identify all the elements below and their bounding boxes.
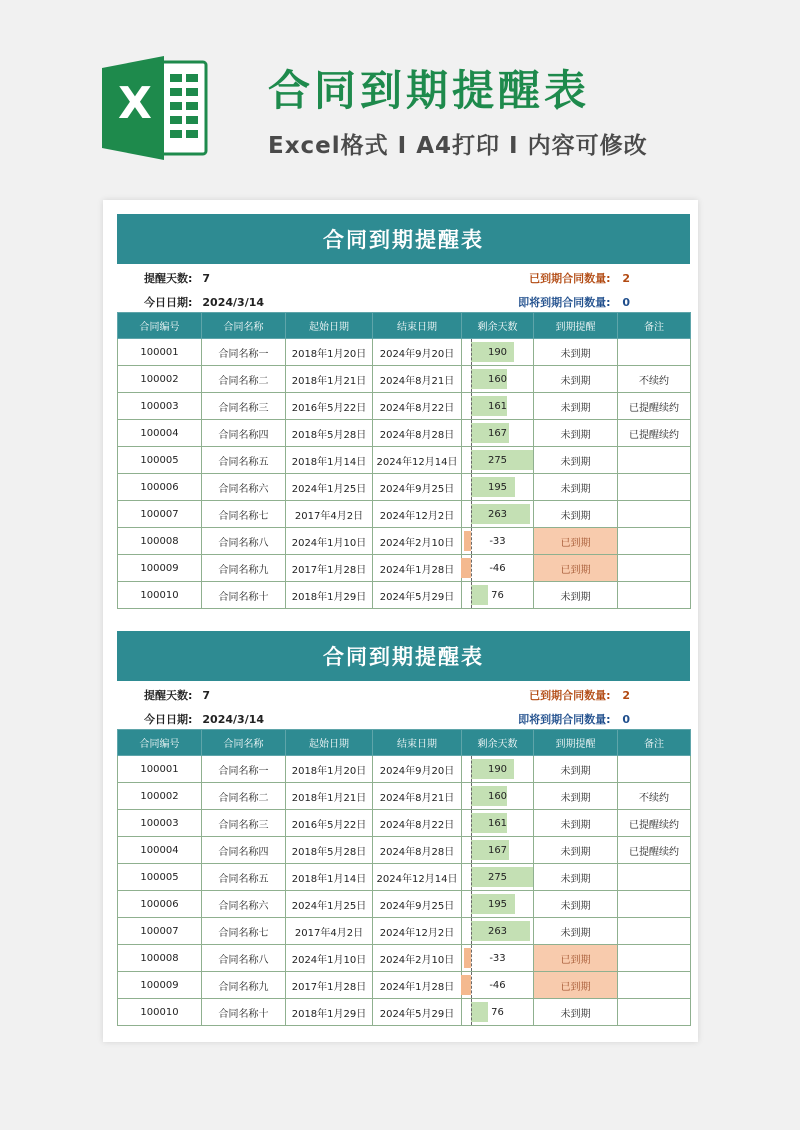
cell-remaining-days[interactable]: [462, 582, 534, 609]
cell-contract-id[interactable]: 100001: [118, 339, 202, 366]
cell-start-date[interactable]: 2024年1月25日: [286, 474, 373, 501]
cell-end-date[interactable]: 2024年8月28日: [373, 837, 462, 864]
upcoming-count-label: 即将到期合同数量:: [518, 713, 611, 726]
cell-contract-name[interactable]: 合同名称二: [202, 366, 286, 393]
remaining-days-bar: [471, 585, 488, 605]
cell-remaining-days[interactable]: [462, 918, 534, 945]
data-bar-axis: [471, 528, 472, 554]
data-bar-axis: [471, 393, 472, 419]
contract-table: [117, 729, 691, 1026]
cell-remaining-days[interactable]: [462, 756, 534, 783]
overdue-days-bar: [461, 975, 471, 995]
cell-start-date[interactable]: 2018年1月20日: [286, 339, 373, 366]
cell-contract-name[interactable]: 合同名称五: [202, 864, 286, 891]
data-bar-axis: [471, 339, 472, 365]
table-row: [118, 366, 691, 393]
page-title: 合同到期提醒表: [268, 66, 591, 115]
cell-expiry-status[interactable]: 未到期: [534, 420, 618, 447]
cell-note[interactable]: 已提醒续约: [618, 393, 691, 420]
cell-remaining-days[interactable]: [462, 837, 534, 864]
cell-contract-name[interactable]: 合同名称一: [202, 756, 286, 783]
remaining-days-value: 167: [487, 427, 508, 439]
cell-note[interactable]: 已提醒续约: [618, 810, 691, 837]
table-row: [118, 474, 691, 501]
table-row: [118, 864, 691, 891]
cell-end-date[interactable]: 2024年8月21日: [373, 366, 462, 393]
remaining-days-bar: [471, 1002, 488, 1022]
remaining-days-value: 190: [487, 763, 508, 775]
remaining-days-value: 263: [487, 925, 508, 937]
cell-contract-name[interactable]: 合同名称一: [202, 339, 286, 366]
remaining-days-value: -46: [489, 979, 506, 991]
cell-note[interactable]: [618, 582, 691, 609]
cell-note[interactable]: 不续约: [618, 783, 691, 810]
cell-end-date[interactable]: 2024年12月14日: [373, 447, 462, 474]
cell-expiry-status[interactable]: 已到期: [534, 528, 618, 555]
table-row: [118, 756, 691, 783]
cell-contract-id[interactable]: 100010: [118, 999, 202, 1026]
table-row: [118, 582, 691, 609]
cell-contract-id[interactable]: 100007: [118, 918, 202, 945]
cell-contract-id[interactable]: 100004: [118, 420, 202, 447]
data-bar-axis: [471, 447, 472, 473]
today-value[interactable]: 2024/3/14: [202, 296, 265, 309]
cell-start-date[interactable]: 2018年5月28日: [286, 420, 373, 447]
cell-expiry-status[interactable]: 未到期: [534, 864, 618, 891]
cell-remaining-days[interactable]: [462, 474, 534, 501]
cell-contract-name[interactable]: 合同名称六: [202, 474, 286, 501]
column-header-days: 剩余天数: [462, 730, 534, 756]
remind-days-value[interactable]: 7: [202, 689, 211, 702]
cell-end-date[interactable]: 2024年9月20日: [373, 339, 462, 366]
cell-expiry-status[interactable]: 未到期: [534, 756, 618, 783]
reminder-table-block: [117, 214, 690, 609]
info-row: [117, 705, 690, 729]
table-row: [118, 783, 691, 810]
cell-end-date[interactable]: 2024年1月28日: [373, 555, 462, 582]
cell-expiry-status[interactable]: 未到期: [534, 447, 618, 474]
cell-end-date[interactable]: 2024年8月22日: [373, 810, 462, 837]
expired-count-value: 2: [622, 689, 630, 702]
data-bar-axis: [471, 972, 472, 998]
table-row: [118, 528, 691, 555]
cell-contract-id[interactable]: 100005: [118, 447, 202, 474]
cell-note[interactable]: [618, 999, 691, 1026]
cell-contract-name[interactable]: 合同名称三: [202, 393, 286, 420]
cell-expiry-status[interactable]: 已到期: [534, 945, 618, 972]
column-header-name: 合同名称: [202, 730, 286, 756]
cell-start-date[interactable]: 2018年1月29日: [286, 582, 373, 609]
cell-contract-id[interactable]: 100003: [118, 393, 202, 420]
cell-remaining-days[interactable]: [462, 999, 534, 1026]
cell-expiry-status[interactable]: 未到期: [534, 393, 618, 420]
column-header-note: 备注: [618, 730, 691, 756]
overdue-days-bar: [464, 531, 471, 551]
cell-start-date[interactable]: 2018年5月28日: [286, 837, 373, 864]
table-header-row: [118, 730, 691, 756]
cell-contract-id[interactable]: 100005: [118, 864, 202, 891]
cell-note[interactable]: [618, 528, 691, 555]
cell-end-date[interactable]: 2024年12月2日: [373, 501, 462, 528]
cell-remaining-days[interactable]: [462, 972, 534, 999]
remaining-days-value: 161: [487, 400, 508, 412]
remind-days-value[interactable]: 7: [202, 272, 211, 285]
cell-note[interactable]: 已提醒续约: [618, 420, 691, 447]
cell-end-date[interactable]: 2024年8月22日: [373, 393, 462, 420]
cell-note[interactable]: [618, 756, 691, 783]
data-bar-axis: [471, 474, 472, 500]
cell-remaining-days[interactable]: [462, 366, 534, 393]
column-header-name: 合同名称: [202, 313, 286, 339]
column-header-start: 起始日期: [286, 730, 373, 756]
cell-end-date[interactable]: 2024年5月29日: [373, 582, 462, 609]
table-row: [118, 420, 691, 447]
column-header-status: 到期提醒: [534, 313, 618, 339]
remaining-days-value: -33: [489, 535, 506, 547]
cell-expiry-status[interactable]: 已到期: [534, 555, 618, 582]
remaining-days-value: 160: [487, 373, 508, 385]
cell-note[interactable]: [618, 945, 691, 972]
cell-end-date[interactable]: 2024年5月29日: [373, 999, 462, 1026]
cell-expiry-status[interactable]: 未到期: [534, 582, 618, 609]
cell-start-date[interactable]: 2018年1月21日: [286, 783, 373, 810]
cell-expiry-status[interactable]: 未到期: [534, 339, 618, 366]
cell-remaining-days[interactable]: [462, 393, 534, 420]
cell-start-date[interactable]: 2017年1月28日: [286, 972, 373, 999]
cell-expiry-status[interactable]: 未到期: [534, 837, 618, 864]
cell-start-date[interactable]: 2024年1月10日: [286, 528, 373, 555]
data-bar-axis: [471, 999, 472, 1025]
remaining-days-value: 161: [487, 817, 508, 829]
info-row: [117, 681, 690, 705]
cell-note[interactable]: [618, 864, 691, 891]
cell-end-date[interactable]: 2024年9月20日: [373, 756, 462, 783]
table-row: [118, 393, 691, 420]
reminder-table-block: [117, 631, 690, 1026]
column-header-end: 结束日期: [373, 313, 462, 339]
cell-contract-name[interactable]: 合同名称七: [202, 501, 286, 528]
table-row: [118, 918, 691, 945]
cell-contract-id[interactable]: 100009: [118, 555, 202, 582]
table-row: [118, 891, 691, 918]
table-title: 合同到期提醒表: [117, 214, 690, 264]
overdue-days-bar: [461, 558, 471, 578]
cell-start-date[interactable]: 2018年1月14日: [286, 447, 373, 474]
document-sheet: [103, 200, 698, 1042]
cell-end-date[interactable]: 2024年12月14日: [373, 864, 462, 891]
cell-contract-id[interactable]: 100007: [118, 501, 202, 528]
expired-count-value: 2: [622, 272, 630, 285]
cell-contract-name[interactable]: 合同名称六: [202, 891, 286, 918]
data-bar-axis: [471, 864, 472, 890]
cell-end-date[interactable]: 2024年9月25日: [373, 474, 462, 501]
cell-expiry-status[interactable]: 未到期: [534, 918, 618, 945]
cell-start-date[interactable]: 2016年5月22日: [286, 393, 373, 420]
remind-days-label: 提醒天数:: [144, 689, 193, 702]
today-label: 今日日期:: [144, 296, 193, 309]
cell-remaining-days[interactable]: [462, 945, 534, 972]
data-bar-axis: [471, 918, 472, 944]
column-header-end: 结束日期: [373, 730, 462, 756]
cell-contract-id[interactable]: 100003: [118, 810, 202, 837]
cell-remaining-days[interactable]: [462, 528, 534, 555]
cell-start-date[interactable]: 2017年1月28日: [286, 555, 373, 582]
cell-end-date[interactable]: 2024年2月10日: [373, 945, 462, 972]
cell-contract-name[interactable]: 合同名称五: [202, 447, 286, 474]
column-header-start: 起始日期: [286, 313, 373, 339]
cell-contract-name[interactable]: 合同名称三: [202, 810, 286, 837]
data-bar-axis: [471, 783, 472, 809]
data-bar-axis: [471, 837, 472, 863]
cell-note[interactable]: [618, 501, 691, 528]
cell-contract-id[interactable]: 100006: [118, 474, 202, 501]
cell-contract-id[interactable]: 100010: [118, 582, 202, 609]
expired-count-label: 已到期合同数量:: [529, 272, 611, 285]
column-header-id: 合同编号: [118, 313, 202, 339]
column-header-note: 备注: [618, 313, 691, 339]
data-bar-axis: [471, 582, 472, 608]
remaining-days-value: 76: [491, 1006, 504, 1018]
data-bar-axis: [471, 366, 472, 392]
column-header-id: 合同编号: [118, 730, 202, 756]
table-row: [118, 339, 691, 366]
cell-expiry-status[interactable]: 未到期: [534, 999, 618, 1026]
cell-expiry-status[interactable]: 未到期: [534, 366, 618, 393]
cell-start-date[interactable]: 2018年1月14日: [286, 864, 373, 891]
remaining-days-value: -46: [489, 562, 506, 574]
table-title: 合同到期提醒表: [117, 631, 690, 681]
cell-remaining-days[interactable]: [462, 783, 534, 810]
cell-end-date[interactable]: 2024年8月21日: [373, 783, 462, 810]
remaining-days-value: 275: [487, 454, 508, 466]
overdue-days-bar: [464, 948, 471, 968]
remaining-days-value: 190: [487, 346, 508, 358]
remaining-days-value: 76: [491, 589, 504, 601]
cell-start-date[interactable]: 2024年1月10日: [286, 945, 373, 972]
cell-note[interactable]: [618, 972, 691, 999]
info-row: [117, 264, 690, 288]
cell-contract-name[interactable]: 合同名称九: [202, 972, 286, 999]
cell-start-date[interactable]: 2017年4月2日: [286, 918, 373, 945]
cell-note[interactable]: [618, 891, 691, 918]
page-header: [0, 0, 800, 190]
table-row: [118, 810, 691, 837]
cell-expiry-status[interactable]: 未到期: [534, 891, 618, 918]
column-header-status: 到期提醒: [534, 730, 618, 756]
cell-contract-id[interactable]: 100006: [118, 891, 202, 918]
table-row: [118, 945, 691, 972]
cell-end-date[interactable]: 2024年2月10日: [373, 528, 462, 555]
cell-remaining-days[interactable]: [462, 864, 534, 891]
cell-note[interactable]: [618, 474, 691, 501]
cell-remaining-days[interactable]: [462, 420, 534, 447]
remaining-days-value: 263: [487, 508, 508, 520]
cell-contract-name[interactable]: 合同名称二: [202, 783, 286, 810]
cell-start-date[interactable]: 2018年1月21日: [286, 366, 373, 393]
cell-start-date[interactable]: 2017年4月2日: [286, 501, 373, 528]
cell-contract-name[interactable]: 合同名称八: [202, 945, 286, 972]
cell-note[interactable]: [618, 918, 691, 945]
cell-note[interactable]: [618, 339, 691, 366]
cell-start-date[interactable]: 2016年5月22日: [286, 810, 373, 837]
today-value[interactable]: 2024/3/14: [202, 713, 265, 726]
cell-start-date[interactable]: 2018年1月20日: [286, 756, 373, 783]
cell-expiry-status[interactable]: 未到期: [534, 501, 618, 528]
remind-days-label: 提醒天数:: [144, 272, 193, 285]
remaining-days-value: 195: [487, 898, 508, 910]
cell-contract-name[interactable]: 合同名称十: [202, 999, 286, 1026]
table-header-row: [118, 313, 691, 339]
remaining-days-value: 275: [487, 871, 508, 883]
logo-letter: X: [118, 78, 152, 129]
cell-remaining-days[interactable]: [462, 447, 534, 474]
cell-end-date[interactable]: 2024年9月25日: [373, 891, 462, 918]
table-row: [118, 501, 691, 528]
remaining-days-value: 195: [487, 481, 508, 493]
data-bar-axis: [471, 945, 472, 971]
data-bar-axis: [471, 810, 472, 836]
upcoming-count-label: 即将到期合同数量:: [518, 296, 611, 309]
page-subtitle: Excel格式 I A4打印 I 内容可修改: [268, 133, 648, 159]
cell-contract-id[interactable]: 100009: [118, 972, 202, 999]
cell-start-date[interactable]: 2018年1月29日: [286, 999, 373, 1026]
cell-contract-name[interactable]: 合同名称十: [202, 582, 286, 609]
cell-expiry-status[interactable]: 未到期: [534, 783, 618, 810]
cell-remaining-days[interactable]: [462, 810, 534, 837]
cell-note[interactable]: 不续约: [618, 366, 691, 393]
cell-end-date[interactable]: 2024年1月28日: [373, 972, 462, 999]
cell-remaining-days[interactable]: [462, 891, 534, 918]
upcoming-count-value: 0: [622, 713, 630, 726]
cell-expiry-status[interactable]: 未到期: [534, 810, 618, 837]
table-row: [118, 837, 691, 864]
table-row: [118, 555, 691, 582]
upcoming-count-value: 0: [622, 296, 630, 309]
cell-contract-name[interactable]: 合同名称四: [202, 837, 286, 864]
cell-contract-id[interactable]: 100008: [118, 528, 202, 555]
data-bar-axis: [471, 555, 472, 581]
cell-expiry-status[interactable]: 已到期: [534, 972, 618, 999]
cell-expiry-status[interactable]: 未到期: [534, 474, 618, 501]
cell-contract-id[interactable]: 100004: [118, 837, 202, 864]
remaining-days-value: 160: [487, 790, 508, 802]
today-label: 今日日期:: [144, 713, 193, 726]
column-header-days: 剩余天数: [462, 313, 534, 339]
cell-start-date[interactable]: 2024年1月25日: [286, 891, 373, 918]
data-bar-axis: [471, 420, 472, 446]
cell-contract-id[interactable]: 100008: [118, 945, 202, 972]
data-bar-axis: [471, 756, 472, 782]
table-row: [118, 447, 691, 474]
cell-end-date[interactable]: 2024年12月2日: [373, 918, 462, 945]
cell-remaining-days[interactable]: [462, 339, 534, 366]
cell-contract-id[interactable]: 100002: [118, 366, 202, 393]
table-row: [118, 999, 691, 1026]
cell-contract-name[interactable]: 合同名称四: [202, 420, 286, 447]
expired-count-label: 已到期合同数量:: [529, 689, 611, 702]
cell-remaining-days[interactable]: [462, 501, 534, 528]
data-bar-axis: [471, 891, 472, 917]
data-bar-axis: [471, 501, 472, 527]
table-row: [118, 972, 691, 999]
info-row: [117, 288, 690, 312]
cell-contract-name[interactable]: 合同名称九: [202, 555, 286, 582]
cell-contract-id[interactable]: 100001: [118, 756, 202, 783]
cell-note[interactable]: [618, 555, 691, 582]
cell-end-date[interactable]: 2024年8月28日: [373, 420, 462, 447]
remaining-days-value: 167: [487, 844, 508, 856]
cell-note[interactable]: 已提醒续约: [618, 837, 691, 864]
cell-contract-id[interactable]: 100002: [118, 783, 202, 810]
cell-remaining-days[interactable]: [462, 555, 534, 582]
cell-contract-name[interactable]: 合同名称七: [202, 918, 286, 945]
cell-note[interactable]: [618, 447, 691, 474]
cell-contract-name[interactable]: 合同名称八: [202, 528, 286, 555]
remaining-days-value: -33: [489, 952, 506, 964]
contract-table: [117, 312, 691, 609]
